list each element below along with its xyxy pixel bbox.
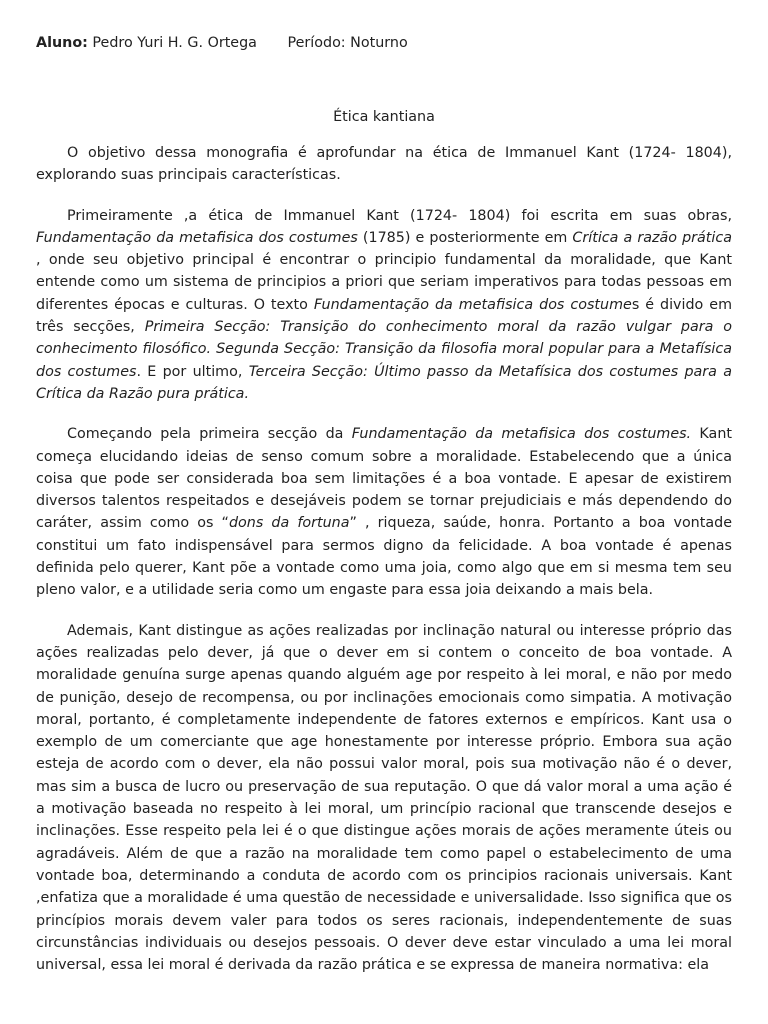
- text-run: Kant começa elucidando ideias de senso comum sobre a moralidade. Estabelecendo que a única coisa que pode ser considerada boa sem limitações é a boa vontade. E apesar de existirem diversos talentos respeitados e desejáveis podem se tornar prejudiciais e más dependendo do caráter, assim como os “: [36, 426, 732, 532]
- text-run: Primeiramente ,a ética de Immanuel Kant (1724- 1804) foi escrita em suas obras,: [67, 207, 732, 224]
- paragraph-3: [36, 423, 732, 601]
- italic-text-run: Terceira Secção: Último passo da Metafísica dos costumes para a Crítica da Razão pura prática.: [36, 363, 732, 402]
- italic-text-run: Primeira Secção: Transição do conhecimento moral da razão vulgar para o conhecimento filosófico. Segunda Secção: Transição da filosofia moral popular para a Metafísica dos costumes: [36, 319, 732, 380]
- italic-text-run: Fundamentação da metafisica dos costumes: [36, 229, 358, 246]
- student-header: [36, 32, 408, 54]
- italic-text-run: Fundamentação da metafisica dos costume: [313, 296, 632, 313]
- document-body: [36, 142, 732, 994]
- text-run: O objetivo dessa monografia é aprofundar na ética de Immanuel Kant (1724- 1804), explorando suas principais características.: [36, 145, 732, 184]
- text-run: s é divido em três secções,: [36, 296, 732, 336]
- text-run: Começando pela primeira secção da: [67, 426, 352, 443]
- text-run: ” , riqueza, saúde, honra. Portanto a boa vontade constitui um fato indispensável para sermos digno da felicidade. A boa vontade é apenas definida pelo querer, Kant põe a vontade como uma joia, como algo que em si mesma tem seu pleno valor, e a utilidade seria como um engaste para essa joia deixando a mais bela.: [36, 515, 732, 599]
- italic-text-run: dons da fortuna: [228, 515, 350, 532]
- paragraph-1: [36, 142, 732, 187]
- paragraph-2: [36, 205, 732, 406]
- student-label: Aluno:: [36, 35, 88, 51]
- italic-text-run: Crítica a razão prática: [572, 229, 732, 246]
- italic-text-run: Fundamentação da metafisica dos costumes.: [351, 426, 692, 443]
- text-run: . E por ultimo,: [136, 363, 249, 380]
- paragraph-4: [36, 620, 732, 977]
- text-run: Ademais, Kant distingue as ações realizadas por inclinação natural ou interesse próprio das ações realizadas pelo dever, já que o dever em si contem o conceito de boa vontade. A moralidade genuína surge apenas quando alguém age por respeito à lei moral, e não por medo de punição, desejo de recompensa, ou por inclinações emocionais como simpatia. A motivação moral, portanto, é completamente independente de fatores externos e empíricos. Kant usa o exemplo de um comerciante que age honestamente por interesse próprio. Embora sua ação esteja de acordo com o dever, ela não possui valor moral, pois sua motivação não é o dever, mas sim a busca de lucro ou preservação de sua reputação. O que dá valor moral a uma ação é a motivação baseada no respeito à lei moral, um princípio racional que transcende desejos e inclinações. Esse respeito pela lei é o que distingue ações morais de ações meramente úteis ou agradáveis. Além de que a razão na moralidade tem como papel o estabelecimento de uma vontade boa, determinando a conduta de acordo com os principios racionais universais. Kant ,enfatiza que a moralidade é uma questão de necessidade e universalidade. Isso significa que os princípios morais devem valer para todos os seres racionais, independentemente de suas circunstâncias individuais ou desejos pessoais. O dever deve estar vinculado a uma lei moral universal, essa lei moral é derivada da razão prática e se expressa de maneira normativa: ela: [36, 622, 732, 974]
- text-run: (1785) e posteriormente em: [357, 229, 573, 246]
- student-name: Pedro Yuri H. G. Ortega: [92, 35, 257, 51]
- text-run: , onde seu objetivo principal é encontrar o principio fundamental da moralidade, que Kant entende como um sistema de principios a priori que seriam imperativos para todas pessoas em diferentes épocas e culturas. O texto: [36, 252, 732, 313]
- document-title: Ética kantiana: [333, 109, 435, 125]
- period-info: Período: Noturno: [287, 35, 408, 51]
